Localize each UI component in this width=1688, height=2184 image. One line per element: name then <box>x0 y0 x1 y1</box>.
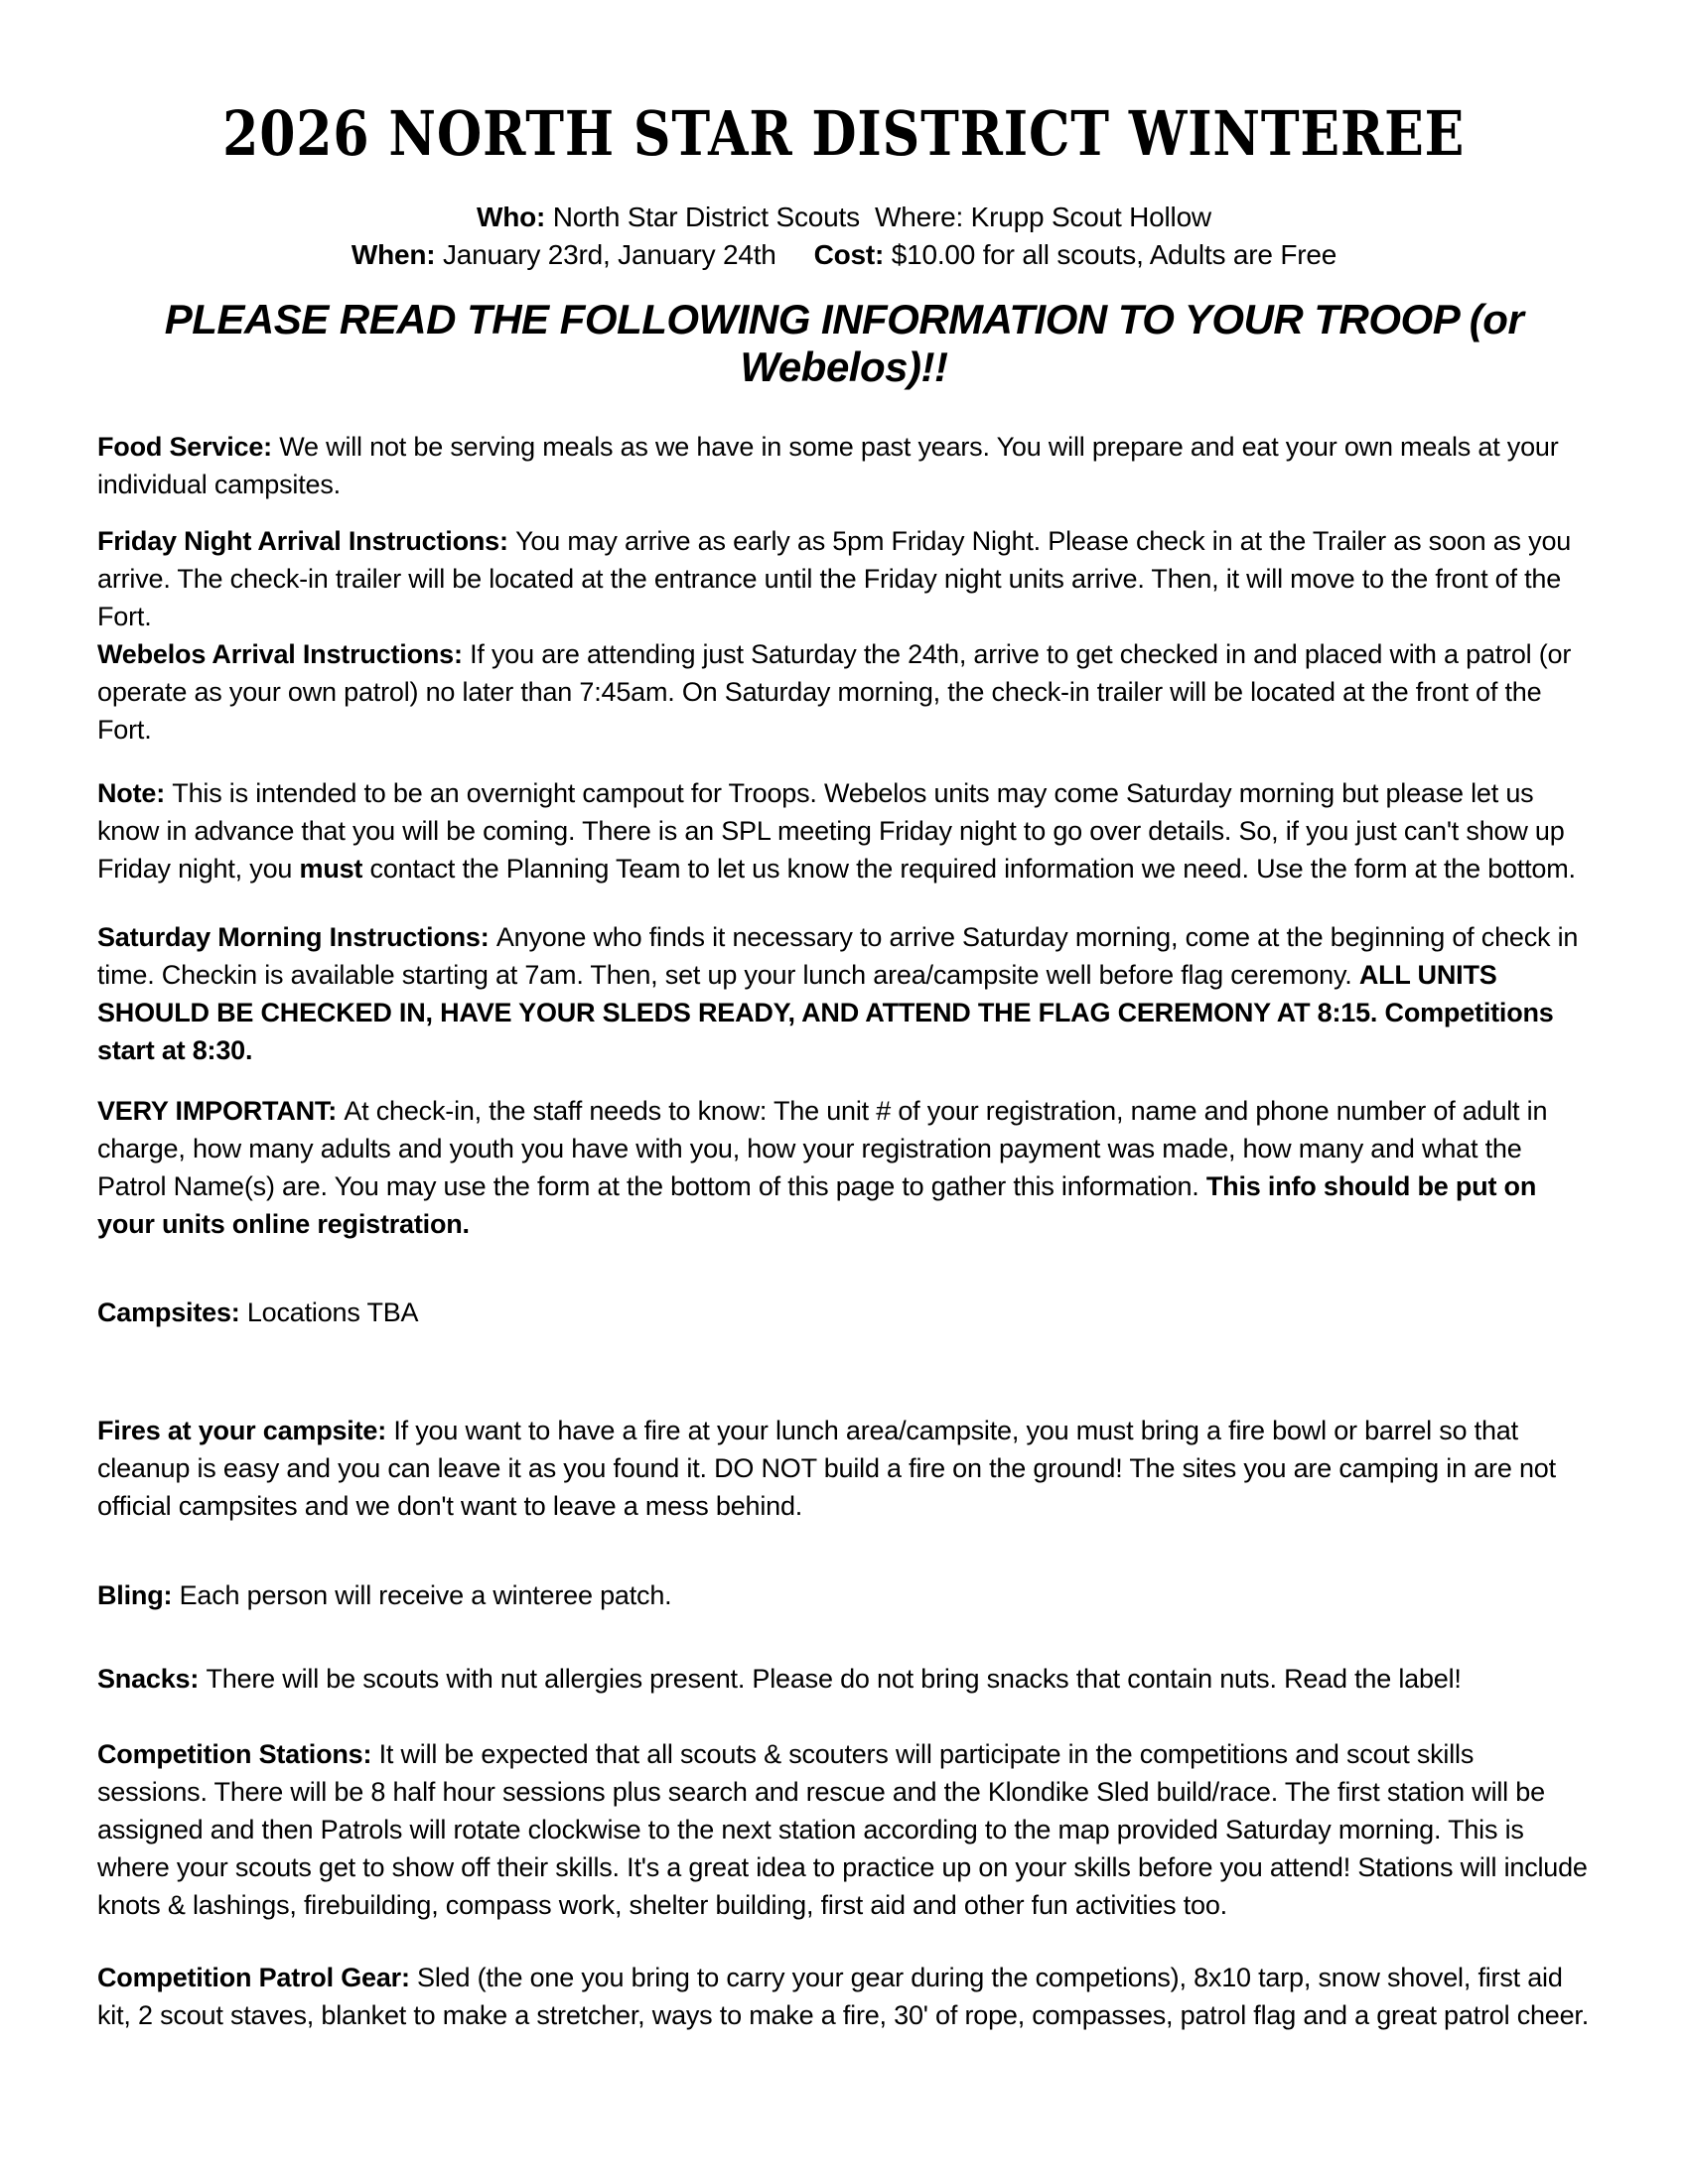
bold-text-segment: ALL UNITS SHOULD BE CHECKED IN, HAVE YOUR SLEDS READY, AND ATTEND THE FLAG CEREMONY AT 8:15. Competitions start at 8:30. <box>97 960 1554 1065</box>
bold-text-segment: Friday Night Arrival Instructions: <box>97 526 516 556</box>
text-segment: At check-in, the staff needs to know: The unit # of your registration, name and phone number of adult in charge, how many adults and youth you have with you, how your registration payment was made, how many and what the Patrol Name(s) are. You may use the form at the bottom of this page to gather this information. <box>97 1096 1548 1201</box>
text-segment: January 23rd, January 24th <box>435 239 814 270</box>
bold-text-segment: Competition Patrol Gear: <box>97 1963 418 1992</box>
text-segment: You may arrive as early as 5pm Friday Night. Please check in at the Trailer as soon as you arrive. The check-in trailer will be located at the entrance until the Friday night units arrive. Then, it will move to the front of the Fort. <box>97 526 1572 631</box>
text-segment: contact the Planning Team to let us know the required information we need. Use the form at the bottom. <box>362 854 1576 884</box>
text-segment: Anyone who finds it necessary to arrive Saturday morning, come at the beginning of check in time. Checkin is available starting at 7am. Then, set up your lunch area/campsite well before flag ceremony. <box>97 922 1579 990</box>
bold-text-segment: Snacks: <box>97 1664 207 1694</box>
bold-text-segment: must <box>299 854 363 884</box>
bold-text-segment: Cost: <box>813 239 885 270</box>
bold-text-segment: Note: <box>97 778 173 808</box>
paragraph-competition-stations <box>97 1735 1591 1924</box>
bold-text-segment: Food Service: <box>97 432 280 462</box>
paragraph-note <box>97 774 1591 887</box>
text-segment: If you are attending just Saturday the 24th, arrive to get checked in and placed with a patrol (or operate as your own patrol) no later than 7:45am. On Saturday morning, the check-in trailer will be located at the front of the Fort. <box>97 639 1572 745</box>
bold-text-segment: When: <box>351 239 436 270</box>
text-segment: Each person will receive a winteree patch. <box>179 1580 672 1610</box>
document-title <box>97 97 1591 170</box>
text-segment: It will be expected that all scouts & scouters will participate in the competitions and scout skills sessions. There will be 8 half hour sessions plus search and rescue and the Klondike Sled build/race. The first station will be assigned and then Patrols will rotate clockwise to the next station according to the map provided Saturday morning. This is where your scouts get to show off their skills. It's a great idea to practice up on your skills before you attend! Stations will include knots & lashings, firebuilding, compass work, shelter building, first aid and other fun activities too. <box>97 1739 1588 1920</box>
bold-text-segment: Bling: <box>97 1580 180 1610</box>
document-body <box>97 428 1591 2034</box>
bold-text-segment: Webelos Arrival Instructions: <box>97 639 471 669</box>
text-segment: Locations TBA <box>246 1297 419 1327</box>
text-segment: This is intended to be an overnight campout for Troops. Webelos units may come Saturday morning but please let us know in advance that you will be coming. There is an SPL meeting Friday night to go over details. So, if you just can't show up Friday night, you <box>97 778 1565 884</box>
bold-text-segment: Who: <box>477 202 546 232</box>
text-segment: We will not be serving meals as we have in some past years. You will prepare and eat your own meals at your individual campsites. <box>97 432 1559 499</box>
bold-text-segment: Fires at your campsite: <box>97 1416 394 1445</box>
paragraph-webelos-arrival <box>97 635 1591 749</box>
text-segment: North Star District Scouts Where: Krupp Scout Hollow <box>545 202 1211 232</box>
bold-text-segment: Saturday Morning Instructions: <box>97 922 496 952</box>
bold-text-segment: Competition Stations: <box>97 1739 379 1769</box>
text-segment: Sled (the one you bring to carry your gear during the competions), 8x10 tarp, snow shovel, first aid kit, 2 scout staves, blanket to make a stretcher, ways to make a fire, 30' of rope, compasses, patrol flag and a great patrol cheer. <box>97 1963 1590 2030</box>
paragraph-friday-night-arrival <box>97 522 1591 635</box>
bold-text-segment: VERY IMPORTANT: <box>97 1096 345 1126</box>
who-where-line <box>97 199 1591 236</box>
text-segment: $10.00 for all scouts, Adults are Free <box>884 239 1337 270</box>
document-title-text: 2026 NORTH STAR DISTRICT WINTEREE <box>222 97 1466 170</box>
please-read-heading: PLEASE READ THE FOLLOWING INFORMATION TO YOUR TROOP (or Webelos)!! <box>164 296 1524 390</box>
paragraph-campsites <box>97 1294 1591 1331</box>
bold-text-segment: This info should be put on your units online registration. <box>97 1171 1537 1239</box>
bold-text-segment: Campsites: <box>97 1297 247 1327</box>
text-segment: There will be scouts with nut allergies present. Please do not bring snacks that contain nuts. Read the label! <box>206 1664 1462 1694</box>
paragraph-food-service <box>97 428 1591 503</box>
paragraph-saturday-morning <box>97 918 1591 1069</box>
paragraph-snacks <box>97 1660 1591 1698</box>
paragraph-fires-at-campsite <box>97 1412 1591 1525</box>
paragraph-bling <box>97 1576 1591 1614</box>
paragraph-very-important <box>97 1092 1591 1243</box>
paragraph-competition-patrol-gear <box>97 1959 1591 2034</box>
when-cost-line <box>97 236 1591 274</box>
text-segment: If you want to have a fire at your lunch area/campsite, you must bring a fire bowl or barrel so that cleanup is easy and you can leave it as you found it. DO NOT build a fire on the ground! The sites you are camping in are not official campsites and we don't want to leave a mess behind. <box>97 1416 1556 1521</box>
